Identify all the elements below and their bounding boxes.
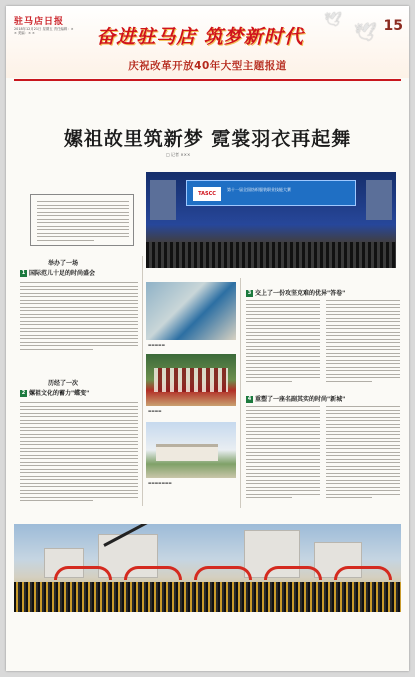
byline: □ 记者 ×××	[166, 152, 191, 157]
conference-stage-photo	[146, 172, 396, 268]
inflatable-arch	[124, 566, 182, 580]
newspaper-page	[6, 6, 409, 671]
students-photo	[146, 354, 236, 406]
stage-banner-text: 第十一届全国纺织服装职业技能大赛	[227, 187, 291, 192]
masthead	[6, 6, 409, 78]
section-4-body-right	[326, 406, 400, 501]
inflatable-arch	[334, 566, 392, 580]
stage-screen	[150, 180, 176, 220]
section-3-title: 3 交上了一份攻坚克难的优异"答卷"	[247, 290, 346, 297]
intro-text	[37, 201, 129, 243]
section-4-body-left	[246, 406, 320, 501]
stage-banner	[186, 180, 356, 206]
section-2-kicker: 历经了一次	[48, 380, 79, 387]
factory-workers-photo	[146, 282, 236, 340]
stage-screen	[366, 180, 392, 220]
campus-photo	[146, 422, 236, 478]
section-3-body-left	[246, 300, 320, 384]
inflatable-arch	[54, 566, 112, 580]
stage-logo: TASCC	[193, 187, 221, 201]
column-divider	[240, 278, 241, 508]
section-1-title: 1 国际范儿十足的时尚盛会	[21, 270, 96, 277]
section-3-body-right	[326, 300, 400, 384]
celebration-crowd-photo	[14, 524, 401, 612]
section-1-body	[20, 282, 138, 352]
column-divider	[142, 256, 143, 506]
intro-box	[30, 194, 134, 246]
audience	[146, 242, 396, 268]
page-number: 15	[383, 18, 403, 34]
bird-icon: 🕊	[324, 12, 342, 28]
slogan: 奋进驻马店 筑梦新时代	[96, 26, 304, 48]
photo-caption: ▬▬▬▬	[148, 409, 162, 413]
issue-info: 2018年12月21日 星期五 责任编辑：× × 美编：× ×	[14, 27, 74, 36]
photo-caption: ▬▬▬▬▬▬▬	[148, 481, 172, 485]
inflatable-arch	[264, 566, 322, 580]
report-subtitle: 庆祝改革开放40年大型主题报道	[128, 60, 287, 72]
photo-caption: ▬▬▬▬▬	[148, 343, 165, 347]
paper-name: 驻马店日报	[14, 17, 65, 27]
inflatable-arch	[194, 566, 252, 580]
article-headline: 嫘祖故里筑新梦 霓裳羽衣再起舞	[63, 128, 352, 150]
crowd	[14, 582, 401, 612]
section-1-kicker: 举办了一场	[48, 260, 79, 267]
section-4-title: 4 重塑了一座名副其实的时尚"新城"	[247, 396, 346, 403]
masthead-rule	[14, 79, 401, 81]
bird-icon: 🕊	[354, 22, 377, 43]
section-2-title: 2 嫘祖文化的蓄力"蝶变"	[21, 390, 90, 397]
section-2-body	[20, 402, 138, 504]
